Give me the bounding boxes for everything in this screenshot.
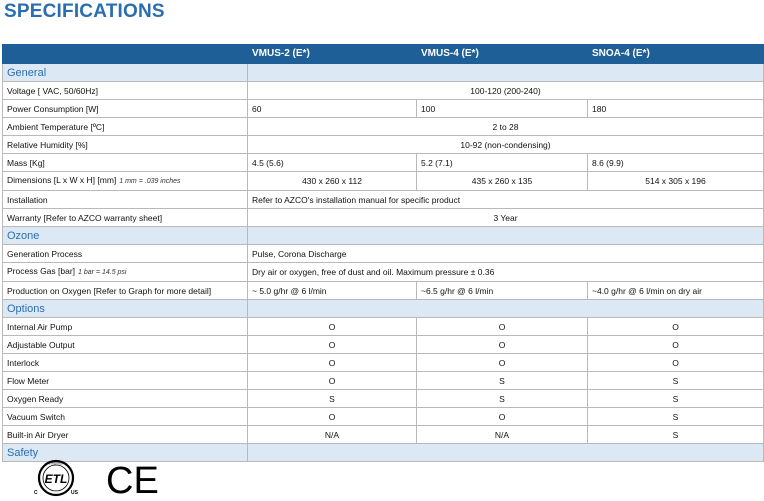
table-row [3,82,764,100]
row-label: Interlock [3,354,248,372]
row-label [3,172,248,191]
etl-mark-text: ETL [44,472,68,486]
row-label: Built-in Air Dryer [3,426,248,444]
row-value: 100 [417,100,588,118]
row-value: S [588,408,764,426]
section-label: Safety [3,444,248,462]
row-value: O [248,354,417,372]
header-snoa-4: SNOA-4 (E*) [588,45,764,64]
table-row [3,372,764,390]
row-value: S [588,390,764,408]
row-value: 10-92 (non-condensing) [248,136,764,154]
row-value: 60 [248,100,417,118]
table-row [3,154,764,172]
table-row [3,245,764,263]
row-label: Voltage [ VAC, 50/60Hz] [3,82,248,100]
row-value: Pulse, Corona Discharge [248,245,764,263]
certification-logos [30,456,170,500]
row-label: Ambient Temperature [ºC] [3,118,248,136]
row-value: S [417,390,588,408]
header-vmus-4: VMUS-4 (E*) [417,45,588,64]
row-label: Production on Oxygen [Refer to Graph for more detail] [3,282,248,300]
row-value: ~4.0 g/hr @ 6 l/min on dry air [588,282,764,300]
row-label-text: Process Gas [bar] [7,266,76,276]
row-label: Relative Humidity [%] [3,136,248,154]
etl-us-text: US [71,490,78,496]
table-row [3,136,764,154]
row-value: O [588,336,764,354]
section-label: Ozone [3,227,248,245]
ce-mark-text: CE [106,460,159,500]
row-label-text: Dimensions [L x W x H] [mm] [7,175,117,185]
row-label: Warranty [Refer to AZCO warranty sheet] [3,209,248,227]
etl-ring-text: INTERTEK [48,461,64,466]
header-vmus-2: VMUS-2 (E*) [248,45,417,64]
row-value: O [248,336,417,354]
row-value: N/A [248,426,417,444]
row-value: O [248,372,417,390]
page-title: SPECIFICATIONS [4,1,165,22]
table-row [3,100,764,118]
row-note: 1 mm = .039 inches [119,178,181,185]
row-label: Mass [Kg] [3,154,248,172]
row-value: 4.5 (5.6) [248,154,417,172]
row-value: S [588,426,764,444]
row-value: 2 to 28 [248,118,764,136]
row-value: N/A [417,426,588,444]
table-row [3,390,764,408]
row-value: O [417,354,588,372]
table-header-row [3,45,764,64]
row-value: 514 x 305 x 196 [588,172,764,191]
row-label: Installation [3,191,248,209]
row-note: 1 bar = 14.5 psi [78,269,127,276]
row-value: Dry air or oxygen, free of dust and oil. Maximum pressure ± 0.36 [248,263,764,282]
etl-c-text: C [34,490,38,496]
row-value: ~ 5.0 g/hr @ 6 l/min [248,282,417,300]
table-row [3,172,764,191]
table-row [3,209,764,227]
row-value: ~6.5 g/hr @ 6 l/min [417,282,588,300]
row-value: 3 Year [248,209,764,227]
row-label: Generation Process [3,245,248,263]
table-row [3,282,764,300]
row-value: O [417,318,588,336]
row-value: O [588,354,764,372]
row-value: 5.2 (7.1) [417,154,588,172]
ce-mark-logo [106,460,159,500]
etl-listed-logo [34,461,79,496]
row-label: Oxygen Ready [3,390,248,408]
section-ozone [3,227,764,245]
table-row [3,318,764,336]
row-label: Adjustable Output [3,336,248,354]
row-value: 430 x 260 x 112 [248,172,417,191]
section-options [3,300,764,318]
table-row [3,118,764,136]
row-label: Flow Meter [3,372,248,390]
table-row [3,408,764,426]
row-value: O [248,408,417,426]
row-value: Refer to AZCO's installation manual for specific product [248,191,764,209]
header-blank [3,45,248,64]
section-label: Options [3,300,248,318]
table-row [3,191,764,209]
row-label: Internal Air Pump [3,318,248,336]
row-value: O [417,408,588,426]
specifications-table [2,44,764,462]
table-row [3,336,764,354]
row-value: 180 [588,100,764,118]
row-value: O [588,318,764,336]
row-value: 435 x 260 x 135 [417,172,588,191]
section-label: General [3,64,248,82]
row-label [3,263,248,282]
row-value: S [248,390,417,408]
row-value: O [248,318,417,336]
section-general [3,64,764,82]
table-row [3,263,764,282]
row-value: S [588,372,764,390]
row-value: 100-120 (200-240) [248,82,764,100]
row-label: Vacuum Switch [3,408,248,426]
row-value: 8.6 (9.9) [588,154,764,172]
row-value: S [417,372,588,390]
table-row [3,354,764,372]
row-value: O [417,336,588,354]
table-row [3,426,764,444]
row-label: Power Consumption [W] [3,100,248,118]
